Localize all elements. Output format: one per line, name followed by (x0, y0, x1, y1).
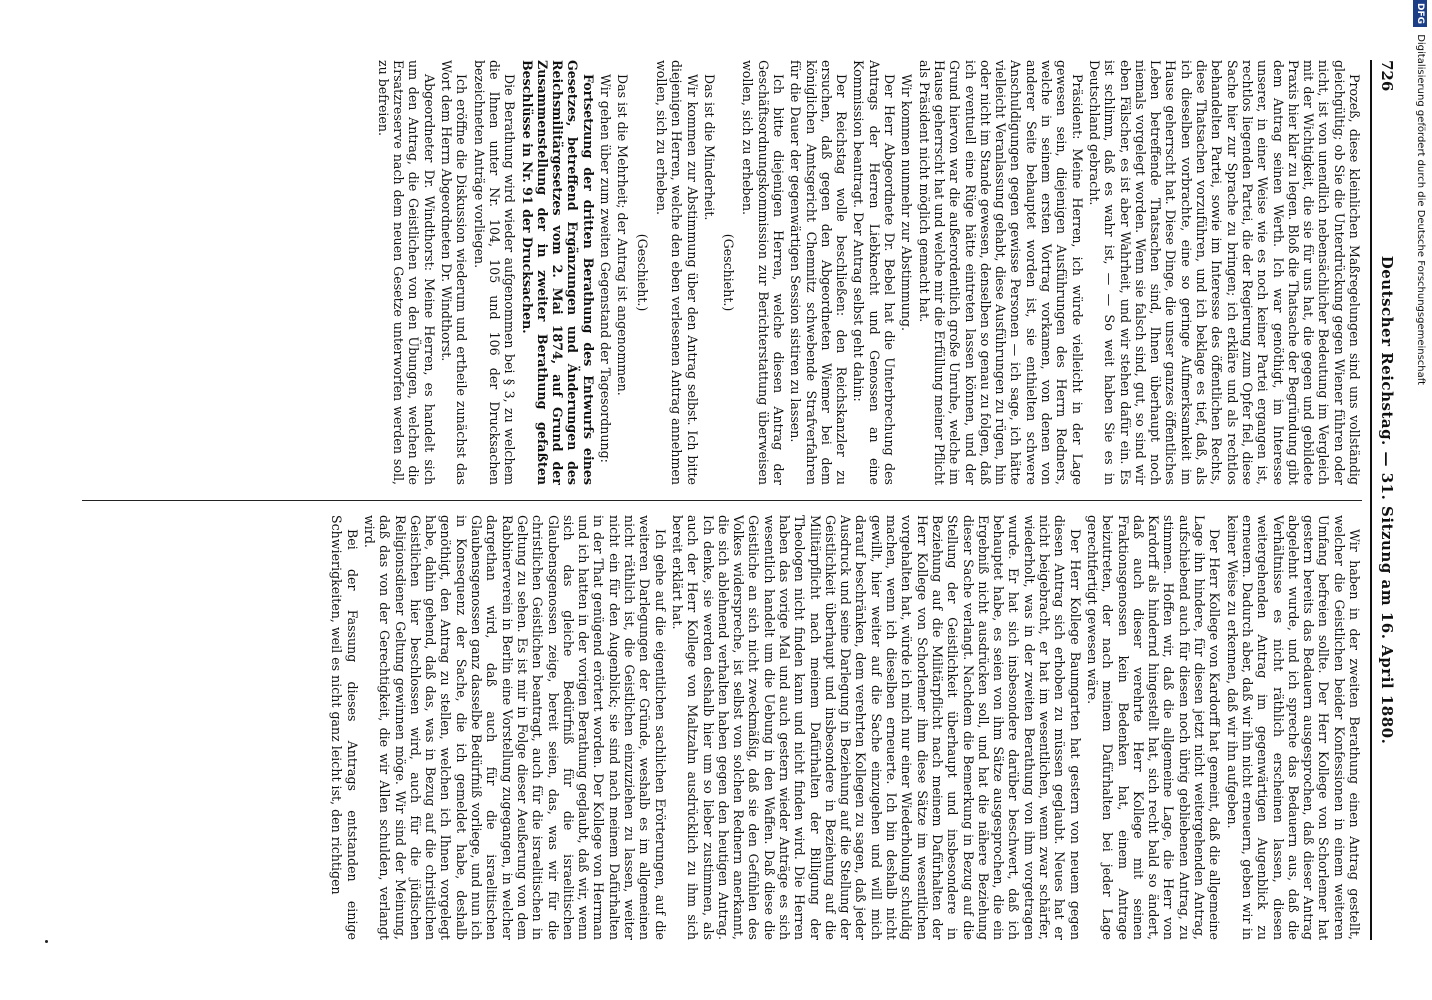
paragraph: Das ist die Mehrheit; der Antrag ist angenommen. (615, 74, 631, 396)
footer-text: Digitalisierung gefördert durch die Deutsche Forschungsgemeinschaft (1415, 34, 1426, 386)
paragraph: Abgeordneter Dr. Windthorst: Meine Herren, es handelt sich um den Antrag, die Geistlichen von den Übungen, welchen die Ersatzreserve nach dem neuen Gesetze unterworfen werden soll, zu befreien. (375, 60, 437, 485)
paragraph: Der Herr Kollege von Kardorff hat gemeint, daß die allgemeine Lage ihn hindere, für diesen jetzt nicht weitergehenden Antrag, aufschiebend auch für diesen noch übrig gebliebenen Antrag, zu stimmen. Hoffen wir, daß die allgemeine Lage, die Herr von Kardorff als hindernd hingestellt hat, sich recht bald so ändert, daß auch dieser verehrte Herr Kollege mit seinen Fraktionsgenossen kein Bedenken hat, einem Antrage beizutreten, der nach meinem Dafürhalten bei jeder Lage gerechtfertigt gewesen wäre. (1084, 515, 1223, 940)
column-separator (82, 500, 1362, 501)
paragraph: Fortsetzung der dritten Berathung des Entwurfs eines Gesetzes, betreffend Ergänzungen und Änderungen des Reichsmilitärgesetzes vom 2. Mai 1874, auf Grund der Zusammenstellung der in zweiter Berathung gefaßten Beschlüsse in Nr. 91 der Drucksachen. (519, 60, 596, 485)
paragraph: Die Berathung wird wieder aufgenommen bei § 3, zu welchem die Ihnen unter Nr. 104, 105 und 106 der Drucksachen bezeichneten Anträge vorliegen. (471, 60, 518, 485)
header-rule (1370, 60, 1372, 940)
paragraph: Ich bitte diejenigen Herren, welche diesen Antrag der Geschäftsordnungskommission zur Berichterstattung überweisen wollen, sich zu erheben. (740, 60, 787, 485)
paragraph: Der Herr Kollege Baumgarten hat gestern von neuem gegen diesen Antrag sich erhoben zu müssen geglaubt. Neues hat er nicht beigebracht, er hat im wesentlichen, wenn zwar schärfer, wiederholt, was in der zweiten Berathung von ihm vorgetragen wurde. Er hat sich insbesondere darüber beschwert, daß ich behauptet habe, es seien von ihm Sätze ausgesprochen, die ein Ergebniß nicht ausdrücken soll, und hat die nähere Beziehung dieser Sache verlangt. Nachdem die Bemerkung in Bezug auf die Stellung der Geistlichkeit überhaupt und insbesondere in Beziehung auf die Militärpflicht nach meinem Dafürhalten der Herr Kollege von Schorlemer ihm diese Sätze im wesentlichen vorgehalten hat, würde ich mich nur einer Wiederholung schuldig machen, wenn ich dieselben erneuerte. Ich bin deshalb nicht gewillt, hier weiter auf die Sache einzugehen und will mich darauf beschränken, dem verehrten Kollegen zu sagen, daß jeder Ausdruck und seine Darlegung in Beziehung auf die Stellung der Geistlichkeit überhaupt und insbesondere in Beziehung auf die Militärpflicht nach meinem Dafürhalten der Billigung der Theologen nicht finden kann und nicht finden wird. Die Herren haben das vorige Mal und auch gestern wieder Anträge es sich wesentlich handelt um die Uebung in den Waffen. Daß diese die Geistliche an sich nicht zweckmäßig, daß sie den Gefühlen des Volkes widerspreche, ist selbst von solchen Rednern anerkannt, die sich ablehnend verhalten haben gegen den heutigen Antrag. Ich denke, sie werden deshalb hier um so lieber zustimmen, als auch der Herr Kollege von Maltzahn ausdrücklich zu ihm sich bereit erklärt hat. (669, 515, 1083, 940)
page-header (1374, 60, 1402, 940)
scan-speck (45, 940, 48, 943)
paragraph: Wir gehen über zum zweiten Gegenstand der Tagesordnung: (598, 74, 614, 463)
page-title: Deutscher Reichstag. — 31. Sitzung am 16. April 1880. (1378, 255, 1396, 745)
paragraph: (Geschieht.) (634, 233, 650, 312)
right-column (72, 515, 1362, 940)
page-content (62, 60, 1402, 940)
paragraph: Der Reichstag wolle beschließen: den Reichskanzler zu ersuchen, daß gegen den Abgeordneten Wiemer bei dem königlichen Amtsgericht Chemnitz schwebende Strafverfahren für die Dauer der gegenwärtigen Session sistiren zu lassen. (788, 60, 850, 485)
paragraph: Ich gehe auf die eigentlichen sachlichen Erörterungen, auf die weiteren Darlegungen der Gründe, weshalb es im allgemeinen nicht räthlich ist, die Geistlichen einzuziehen zu lassen, weiter nicht ein für den Augenblick; sie sind nach meinem Dafürhalten in der That genügend erörtert worden. Der Kollege von Herrman und ich hatten in der vorigen Berathung geglaubt, daß wir, wenn sich das gleiche Bedürfniß für die israelitischen Glaubensgenossen zeige, bereit seien, das, was wir für die christlichen Geistlichen beantragt, auch für die israelitischen in Geltung zu sehen. Es ist mir in Folge dieser Aeußerung von dem Rabbinerverein in Berlin eine Vorstellung zugegangen, in welcher dargethan wird, daß auch für die israelitischen Glaubensgenossen ganz dasselbe Bedürfniß vorliege, und nun ich in Konsequenz der Sache, die ich gemeldet habe, deshalb genöthigt, den Antrag zu stellen, welchen ich Ihnen vorgelegt habe, dahin gehend, daß das, was in Bezug auf die christlichen Geistlichen hier beschlossen wird, auch für die jüdischen Religionsdiener Geltung gewinnen möge. Wir sind der Meinung, daß das von der Gerechtigkeit, die wir Allen schulden, verlangt wird. (362, 515, 668, 940)
footer-credit (1408, 0, 1432, 1000)
paragraph: Das ist die Minderheit. (701, 74, 717, 221)
paragraph: (Geschieht.) (721, 233, 737, 312)
paragraph: Präsident: Meine Herren, ich würde vielleicht in der Lage gewesen sein, diejenigen Ausführungen des Herrn Redners, welche in seinem ersten Vortrag vorkamen, von denen von anderer Seite behauptet worden ist, sie enthielten schwere Anschuldigungen gegen gewisse Personen — ich sage, ich hätte vielleicht Veranlassung gehabt, diese Ausführungen zu rügen, hin oder nicht im Stande gewesen, denselben so genau zu folgen, daß ich eventuell eine Rüge hätte eintreten lassen können, und der Grund hiervon war die außerordentlich große Unruhe, welche im Hause geherrscht hat und welche mir die Erfüllung meiner Pflicht als Präsident nicht möglich gemacht hat. (916, 60, 1085, 485)
paragraph: Prozeß, diese kleinlichen Maßregelungen sind uns vollständig gleichgültig; ob Sie die Unterdrückung gegen Wiener führen oder nicht, ist von unendlich nebensächlicher Bedeutung im Vergleich mit der Wichtigkeit, die sie für uns hat, die gegen und gebildete Praxis hier klar zu legen. Bloß die Thatsache der Begründung gibt dem Antrag seinen Werth. Ich war genöthigt, im Interesse unserer, in einer Weise wie es noch keiner Partei ergangen ist, rechtlos liegenden Partei, die der Regierung zum Opfer fiel, diese Sache hier zur Sprache zu bringen; ich erkläre und als rechtlos behandelten Partei, sowie im Interesse des öffentlichen Rechts, diese Thatsachen vorzuführen, und ich beklage es tief, daß, als ich dieselben vorbrachte, eine so geringe Aufmerksamkeit im Hause geherrscht hat. Diese Dinge, die unser ganzes öffentliches Leben betreffende Thatsachen sind, Ihnen überhaupt noch niemals vorgelegt worden. Wenn sie falsch sind, gut, so sind wir eben Fälscher, es ist aber Wahrheit, und wir stehen dafür ein. Es ist schlimm, daß es wahr ist, — — So weit haben Sie es in Deutschland gebracht. (1086, 60, 1362, 485)
paragraph: Ich eröffne die Diskussion wiederum und ertheile zunächst das Wort dem Herrn Abgeordneten Dr. Windthorst. (439, 60, 470, 485)
paragraph: Wir kommen zur Abstimmung über den Antrag selbst. Ich bitte diejenigen Herren, welche den eben verlesenen Antrag annehmen wollen, sich zu erheben. (653, 60, 700, 485)
left-column (72, 60, 1362, 485)
dfg-logo: DFG (1413, 0, 1427, 27)
paragraph: Wir kommen nunmehr zur Abstimmung. (899, 74, 915, 331)
paragraph: Der Herr Abgeordnete Dr. Bebel hat die Unterbrechung des Antrags der Herren Liebknecht und Genossen an eine Kommission beantragt. Der Antrag selbst geht dahin: (851, 60, 898, 485)
paragraph: Bei der Fassung dieses Antrags entstanden einige Schwierigkeiten, weil es nicht ganz leicht ist, den richtigen (329, 515, 360, 940)
paragraph: Wir haben in der zweiten Berathung einen Antrag gestellt, welcher die Geistlichen beider Konfessionen in einem weiteren Umfang befreien sollte. Der Herr Kollege von Schorlemer hat gestern bereits das Bedauern ausgesprochen, daß dieser Antrag abgelehnt wurde, und ich spreche das Bedauern aus, daß die Verhältnisse es nicht räthlich erscheinen lassen, diesen weitergehenden Antrag im gegenwärtigen Augenblick zu erneuern. Dadurch aber, daß wir ihn nicht erneuern, geben wir in keiner Weise zu erkennen, daß wir ihn aufgeben. (1224, 515, 1362, 940)
page-number: 726 (1378, 60, 1396, 92)
